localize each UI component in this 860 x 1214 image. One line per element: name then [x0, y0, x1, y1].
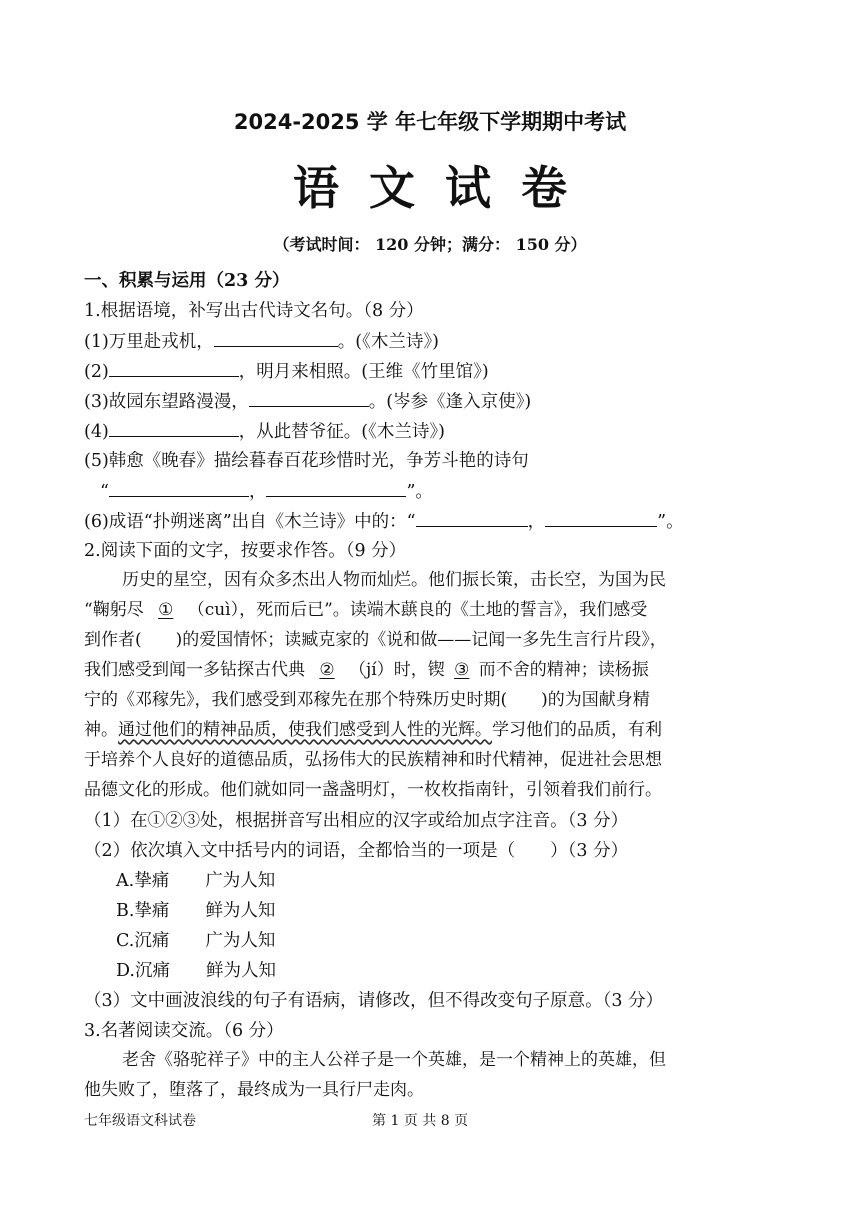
- passage-line-8: 品德文化的形成。他们就如同一盏盏明灯，一枚枚指南针，引领着我们前行。: [84, 780, 662, 800]
- answer-blank[interactable]: [109, 358, 239, 377]
- q1-item-4-num: (4): [84, 422, 109, 442]
- answer-blank[interactable]: [545, 508, 657, 527]
- exam-info: （考试时间： 120 分钟；满分： 150 分）: [273, 235, 587, 254]
- answer-blank[interactable]: [214, 328, 338, 347]
- option-label: A.挚痛: [116, 871, 170, 891]
- passage-text: 学习他们的品质，有利: [492, 720, 662, 740]
- blank-1[interactable]: ①: [158, 600, 174, 620]
- q1-item-2: [84, 358, 489, 385]
- comma: ，: [248, 482, 267, 502]
- q3-line-2: 他失败了，堕落了，最终成为一具行尸走肉。: [84, 1080, 424, 1100]
- exam-title: 2024-2025 学 年七年级下学期期中考试: [233, 110, 627, 134]
- q2-sub-1: （1）在①②③处，根据拼音写出相应的汉字或给加点字注音。（3 分）: [84, 811, 629, 831]
- q1-item-3-source: 。(岑参《逢入京使》): [368, 392, 532, 412]
- option-label: B.挚痛: [116, 901, 170, 921]
- q1-stem: 1.根据语境，补写出古代诗文名句。（8 分）: [84, 301, 424, 321]
- passage-text: 神。: [84, 720, 118, 740]
- q2-stem: 2.阅读下面的文字，按要求作答。（9 分）: [84, 541, 407, 561]
- q1-item-6-text: (6)成语“扑朔迷离”出自《木兰诗》中的：“: [84, 512, 416, 532]
- passage-line-6: [84, 716, 662, 745]
- answer-blank[interactable]: [109, 418, 239, 437]
- q1-item-5-answer: [100, 478, 433, 505]
- answer-blank[interactable]: [266, 478, 406, 497]
- passage-line-2: [84, 596, 647, 625]
- q1-item-6: [84, 508, 684, 535]
- quote-open: “: [100, 482, 109, 502]
- passage-line-1: 历史的星空，因有众多杰出人物而灿烂。他们振长策，击长空，为国为民: [122, 570, 666, 590]
- answer-blank[interactable]: [249, 388, 369, 407]
- option-label: D.沉痛: [116, 961, 170, 981]
- passage-line-3: 到作者( )的爱国情怀；读臧克家的《说和做——记闻一多先生言行片段》，: [84, 630, 667, 650]
- q1-item-2-text: ，明月来相照。(王维《竹里馆》): [238, 362, 489, 382]
- q3-stem: 3.名著阅读交流。（6 分）: [84, 1021, 284, 1041]
- quote-close: ”。: [657, 512, 684, 532]
- option-text: 鲜为人知: [205, 901, 276, 921]
- option-a[interactable]: [116, 868, 275, 894]
- passage-text: 而不舍的精神；读杨振: [478, 660, 649, 680]
- q1-item-3: [84, 388, 531, 415]
- passage-line-5: 宁的《邓稼先》，我们感受到邓稼先在那个特殊历史时期( )的为国献身精: [84, 690, 650, 710]
- q1-item-1-source: 。(《木兰诗》): [337, 332, 439, 352]
- q1-item-3-text: (3)故园东望路漫漫，: [84, 392, 249, 412]
- quote-close: ”。: [406, 482, 433, 502]
- q1-item-4-text: ，从此替爷征。(《木兰诗》): [238, 422, 445, 442]
- option-text: 鲜为人知: [205, 961, 276, 981]
- q1-item-5: (5)韩愈《晚春》描绘暮春百花珍惜时光，争芳斗艳的诗句: [84, 451, 529, 471]
- footer-label: 七年级语文科试卷: [84, 1113, 196, 1129]
- answer-blank[interactable]: [109, 478, 249, 497]
- passage-line-4: [84, 656, 649, 685]
- option-c[interactable]: [116, 928, 275, 954]
- option-b[interactable]: [116, 898, 275, 924]
- wavy-sentence: 通过他们的精神品质，使我们感受到人性的光辉。: [118, 720, 492, 740]
- passage-text: 我们感受到闻一多钻探古代典: [84, 660, 305, 680]
- option-label: C.沉痛: [116, 931, 170, 951]
- comma: ，: [527, 512, 546, 532]
- q3-line-1: 老舍《骆驼祥子》中的主人公祥子是一个英雄，是一个精神上的英雄，但: [122, 1050, 666, 1070]
- answer-blank[interactable]: [416, 508, 528, 527]
- q2-sub-3: （3）文中画波浪线的句子有语病，请修改，但不得改变句子原意。（3 分）: [84, 991, 664, 1011]
- option-text: 广为人知: [205, 871, 276, 891]
- passage-text: （jí）时，锲: [349, 660, 445, 680]
- q1-item-1: [84, 328, 439, 355]
- q1-item-1-text: (1)万里赴戎机，: [84, 332, 214, 352]
- passage-text: （cuì），死而后已”。读端木蕻良的《土地的誓言》，我们感受: [187, 600, 648, 620]
- blank-3[interactable]: ③: [454, 660, 470, 680]
- blank-2[interactable]: ②: [319, 660, 335, 680]
- q1-item-2-num: (2): [84, 362, 109, 382]
- page-number: 第 1 页 共 8 页: [372, 1113, 469, 1129]
- q2-sub-2: （2）依次填入文中括号内的词语，全都恰当的一项是（ ）（3 分）: [84, 841, 629, 861]
- q1-item-4: [84, 418, 445, 445]
- option-text: 广为人知: [205, 931, 276, 951]
- section-heading: 一、积累与运用（23 分）: [84, 271, 290, 291]
- passage-line-7: 于培养个人良好的道德品质，弘扬伟大的民族精神和时代精神，促进社会思想: [84, 750, 662, 770]
- passage-text: “鞠躬尽: [84, 600, 144, 620]
- subject-title: 语文试卷: [293, 161, 597, 215]
- option-d[interactable]: [116, 958, 276, 984]
